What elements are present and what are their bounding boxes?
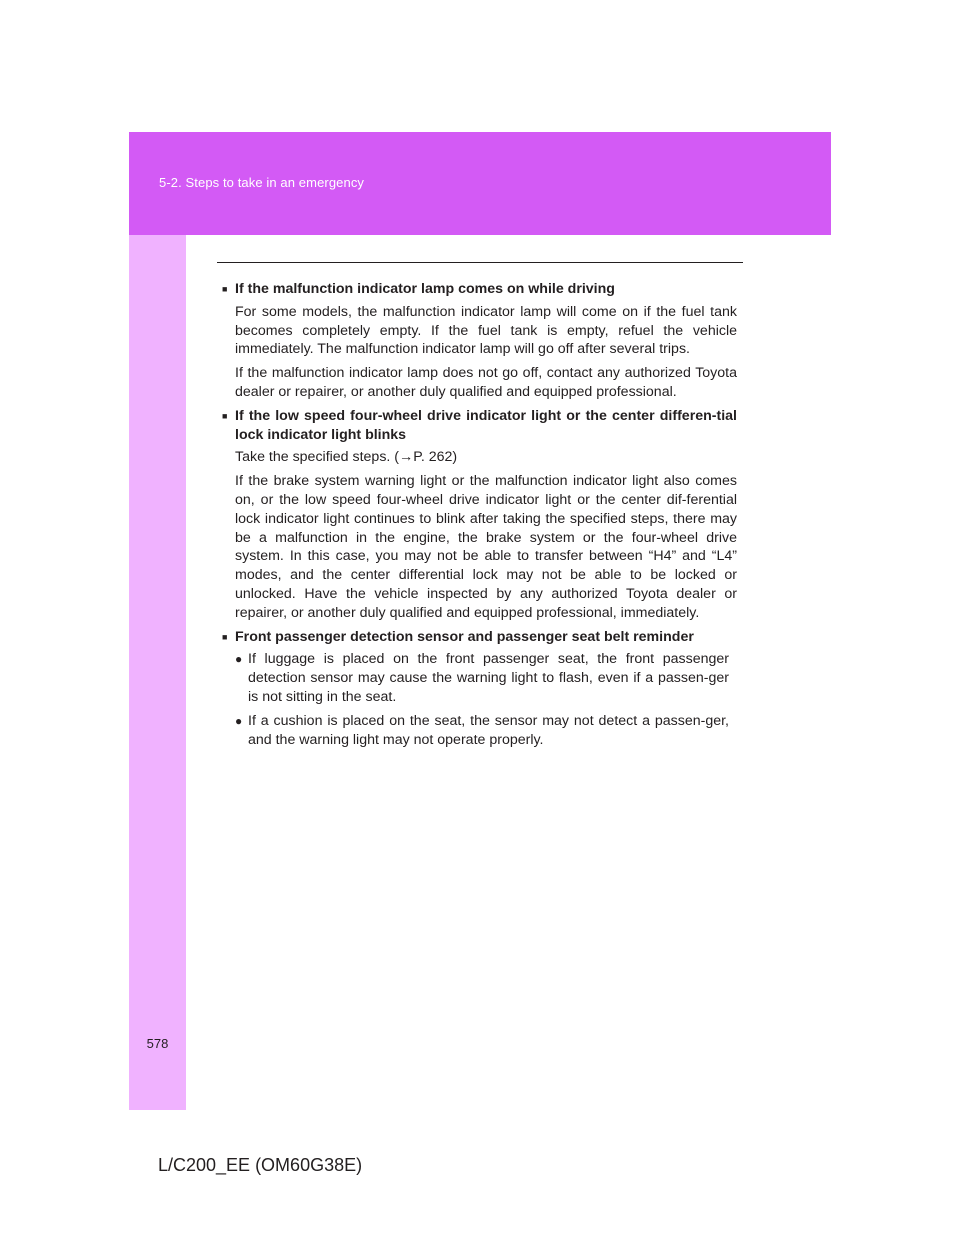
paragraph: If the brake system warning light or the malfunction indicator light also comes on, or the low speed four-wheel drive indicator light or the center dif-ferential lock indicator light continues to blink after taking the specified steps, there may be a malfunction in the engine, the brake system or the four-wheel drive system. In this case, you may not be able to transfer between “H4” and “L4” modes, and the center differential lock may not be able to be locked or unlocked. Have the vehicle inspected by any authorized Toyota dealer or repairer, or another duly qualified and equipped professional, immediately. <box>235 473 737 621</box>
page-content <box>222 280 737 754</box>
paragraph: For some models, the malfunction indicator lamp will come on if the fuel tank becomes completely empty. If the fuel tank is empty, refuel the vehicle immediately. The malfunction indicator lamp will go off after several trips. <box>235 303 737 358</box>
list-item <box>235 712 737 750</box>
round-bullet-icon: ● <box>235 713 243 728</box>
section-heading <box>222 280 737 299</box>
square-bullet-icon: ■ <box>222 410 228 421</box>
section-passenger-sensor <box>222 628 737 750</box>
side-strip <box>129 235 186 1110</box>
section-divider <box>217 262 743 263</box>
section-heading-text: Front passenger detection sensor and passenger seat belt reminder <box>235 628 694 645</box>
section-heading-text: If the malfunction indicator lamp comes on while driving <box>235 281 615 297</box>
list-item-text: If a cushion is placed on the seat, the sensor may not detect a passen-ger, and the warning light may not operate properly. <box>248 712 729 748</box>
page-number: 578 <box>146 1036 169 1051</box>
round-bullet-icon: ● <box>235 652 243 667</box>
model-code: L/C200_EE (OM60G38E) <box>158 1155 363 1175</box>
paragraph: Take the specified steps. (→P. 262) <box>235 449 458 466</box>
list-item-text: If luggage is placed on the front passenger seat, the front passenger detection sensor may cause the warning light to flash, even if a passen-ger is not sitting in the seat. <box>248 651 729 705</box>
section-malfunction-lamp <box>222 280 737 402</box>
section-heading <box>222 407 737 445</box>
breadcrumb: 5-2. Steps to take in an emergency <box>159 175 365 190</box>
list-item <box>235 650 737 706</box>
section-heading <box>222 628 737 647</box>
square-bullet-icon: ■ <box>222 631 228 642</box>
section-heading-text: If the low speed four-wheel drive indicator light or the center differen-tial lock indicator light blinks <box>235 407 737 443</box>
section-4wd-indicator <box>222 407 737 623</box>
paragraph: If the malfunction indicator lamp does not go off, contact any authorized Toyota dealer or repairer, or another duly qualified and equipped professional. <box>235 365 737 400</box>
square-bullet-icon: ■ <box>222 284 228 294</box>
